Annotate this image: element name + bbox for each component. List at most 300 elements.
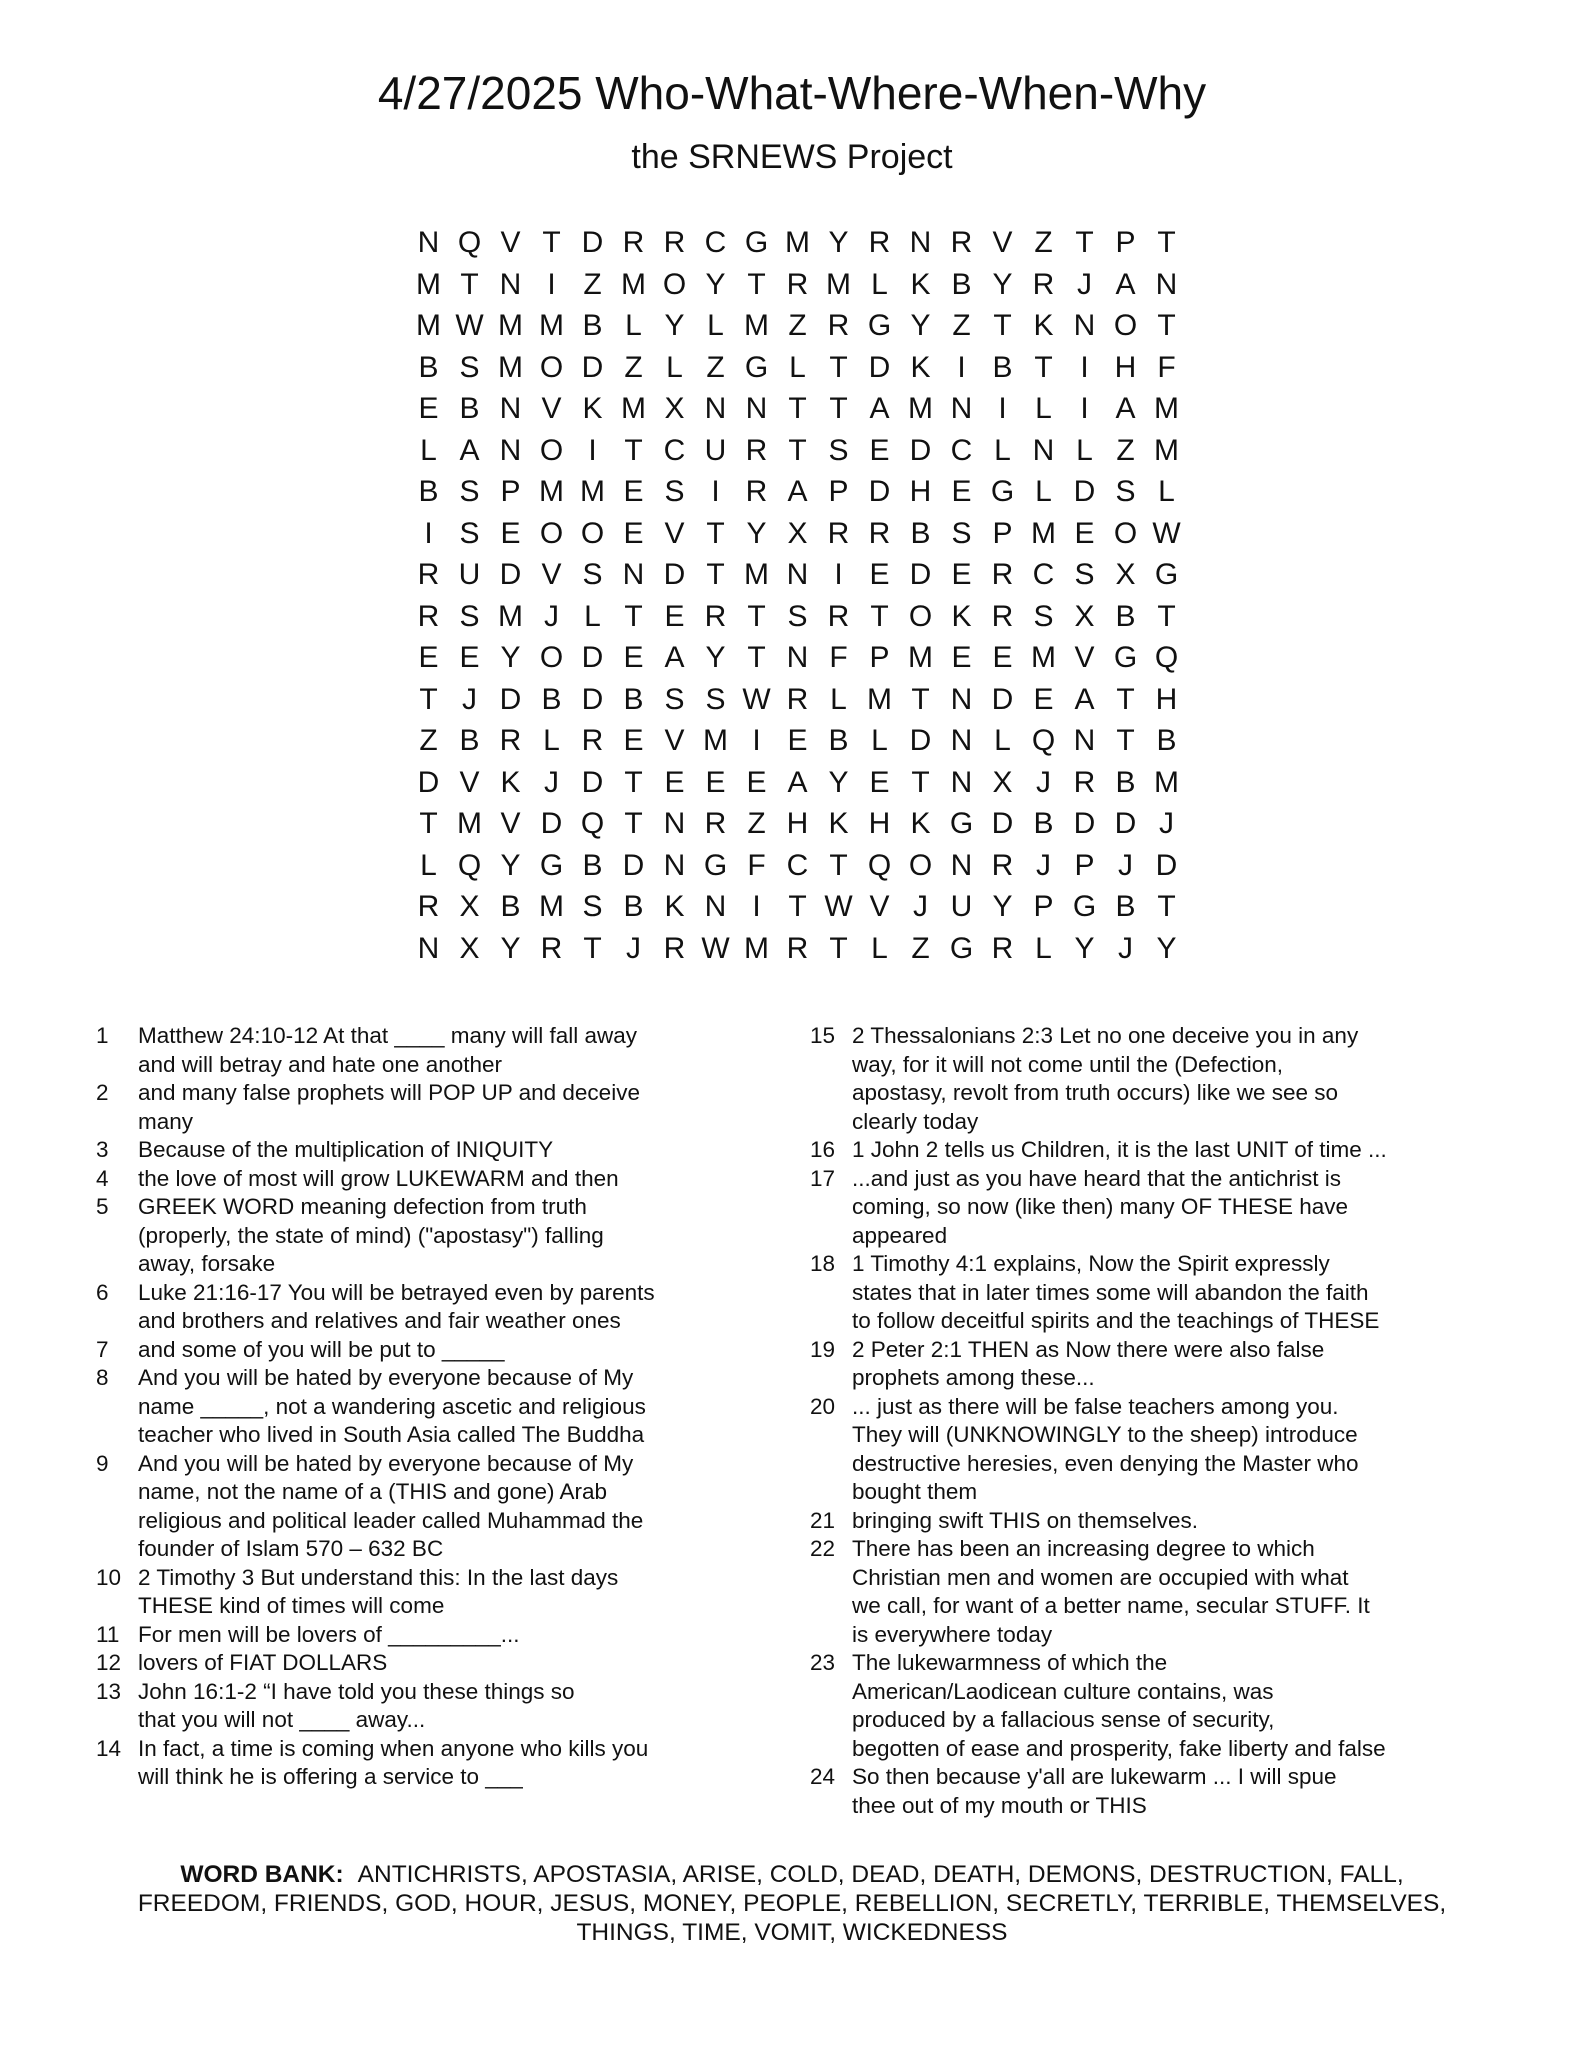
grid-row [408,554,1187,596]
clue-text [852,1507,1510,1536]
grid-letter: E [623,516,644,550]
grid-letter: M [703,724,728,757]
grid-letter: Y [1074,931,1095,965]
grid-letter: M [498,309,523,342]
grid-letter: M [1154,392,1179,425]
grid-letter: E [1033,682,1054,716]
grid-letter: J [1077,267,1092,301]
grid-letter: L [420,848,437,882]
clue-line: clearly today [852,1108,979,1134]
grid-letter: Z [911,931,930,965]
grid-letter: V [500,226,521,259]
grid-letter: T [419,807,438,840]
grid-letter: M [621,267,646,301]
grid-letter: E [623,475,644,508]
grid-letter: D [1073,475,1096,508]
grid-letter: E [705,765,726,799]
grid-letter: D [581,641,604,674]
clue-line: destructive heresies, even denying the Master who [852,1450,1359,1476]
grid-letter: U [704,433,727,467]
clue-line: and will betray and hate one another [138,1051,503,1077]
grid-letter: R [868,516,891,550]
grid-letter: H [909,475,932,508]
grid-letter: K [582,392,603,425]
grid-letter: Z [788,309,807,342]
clue-number: 18 [810,1251,836,1276]
clue-number: 22 [810,1536,836,1561]
grid-letter: B [910,516,931,550]
clue-item [810,1136,1510,1165]
grid-letter: R [745,433,768,467]
grid-letter: D [581,226,604,259]
clue-item [90,1336,730,1365]
grid-letter: E [1074,516,1095,550]
clue-item [90,1621,730,1650]
clue-line: And you will be hated by everyone because of My [138,1450,634,1476]
grid-letter: D [909,433,932,467]
clue-line: and brothers and relatives and fair weather ones [138,1308,621,1333]
grid-letter: G [539,848,564,882]
clue-line: In fact, a time is coming when anyone who kills you [138,1735,649,1761]
grid-letter: L [707,309,724,342]
grid-letter: S [459,350,480,384]
grid-letter: N [1032,433,1055,467]
grid-letter: L [1035,931,1052,965]
grid-letter: Y [746,516,767,550]
grid-letter: Y [828,765,849,799]
clue-number: 6 [96,1279,109,1305]
grid-letter: V [869,890,890,923]
grid-row [408,886,1187,928]
clue-number: 2 [96,1080,109,1105]
grid-letter: X [1074,599,1095,633]
grid-letter: S [459,475,480,508]
grid-row [408,596,1187,638]
grid-letter: E [746,765,767,799]
grid-letter: H [1114,350,1137,384]
grid-letter: L [871,724,888,757]
grid-letter: N [622,558,645,591]
grid-letter: R [827,309,850,342]
grid-letter: Z [583,267,602,301]
grid-letter: T [993,309,1012,342]
grid-letter: N [417,931,440,965]
grid-letter: L [871,931,888,965]
grid-letter: J [1036,765,1051,799]
clue-text [138,1336,730,1365]
grid-letter: M [539,475,564,508]
grid-letter: H [1155,682,1178,716]
grid-letter: N [950,765,973,799]
grid-letter: L [994,433,1011,467]
grid-letter: B [1115,890,1136,923]
clue-line: begotten of ease and prosperity, fake liberty and false [852,1735,1386,1761]
grid-letter: I [957,350,966,384]
clue-text [852,1022,1510,1136]
grid-letter: V [664,724,685,757]
grid-letter: T [747,267,766,301]
grid-letter: I [547,267,556,301]
grid-letter: T [542,226,561,259]
clue-text [138,1079,730,1136]
clue-list-right [810,1022,1510,1820]
grid-letter: R [1032,267,1055,301]
clue-text [138,1649,730,1678]
grid-letter: R [499,724,522,757]
clue-text [852,1535,1510,1649]
clue-line: There has been an increasing degree to which [852,1536,1315,1561]
grid-letter: T [706,516,725,550]
grid-letter: M [1031,641,1056,674]
clue-text [138,1022,730,1079]
clue-item [90,1364,730,1450]
grid-letter: P [1074,848,1095,882]
grid-letter: Y [500,641,521,674]
grid-letter: R [622,226,645,259]
grid-letter: T [1034,350,1053,384]
grid-letter: D [909,558,932,591]
grid-letter: L [543,724,560,757]
grid-letter: Y [828,226,849,259]
clue-item [90,1079,730,1136]
grid-letter: E [787,724,808,757]
clue-line: bringing swift THIS on themselves. [852,1507,1198,1533]
grid-letter: J [1036,848,1051,882]
grid-letter: E [992,641,1013,674]
grid-letter: G [1154,558,1179,591]
clue-text [852,1763,1510,1820]
clue-item [810,1250,1510,1336]
grid-letter: D [581,350,604,384]
grid-letter: J [626,931,641,965]
word-bank-line-2: FREEDOM, FRIENDS, GOD, HOUR, JESUS, MONEY, PEOPLE, REBELLION, SECRETLY, TERRIBLE, THEMSELVES, [137,1890,1447,1917]
grid-letter: D [622,848,645,882]
clue-item [90,1735,730,1792]
clue-number: 9 [96,1450,109,1476]
clue-line: thee out of my mouth or THIS [852,1792,1147,1818]
grid-letter: R [1073,765,1096,799]
grid-letter: R [581,724,604,757]
grid-letter: J [1118,848,1133,882]
grid-letter: S [705,682,726,716]
grid-letter: T [911,682,930,716]
grid-letter: T [419,682,438,716]
grid-letter: P [1033,890,1054,923]
clue-line: to follow deceitful spirits and the teachings of THESE [852,1308,1380,1333]
grid-letter: A [787,475,808,508]
grid-letter: S [664,475,685,508]
clue-line: 2 Peter 2:1 THEN as Now there were also false [852,1336,1325,1362]
clue-item [810,1763,1510,1820]
grid-letter: M [744,931,769,965]
grid-letter: E [500,516,521,550]
clue-line: Luke 21:16-17 You will be betrayed even by parents [138,1279,655,1305]
grid-letter: W [1152,516,1181,550]
grid-letter: B [951,267,972,301]
grid-letter: B [1115,765,1136,799]
clue-item [810,1393,1510,1507]
grid-letter: M [908,392,933,425]
clue-line: produced by a fallacious sense of security, [852,1707,1275,1732]
grid-letter: Y [500,848,521,882]
clue-item [810,1507,1510,1536]
grid-letter: K [664,890,685,923]
grid-letter: N [499,267,522,301]
grid-row [408,928,1187,970]
grid-letter: E [869,558,890,591]
grid-letter: B [582,848,603,882]
grid-letter: M [826,267,851,301]
grid-letter: X [1115,558,1136,591]
clue-line: Christian men and women are occupied with what [852,1564,1349,1590]
clue-text [138,1450,730,1564]
grid-letter: M [621,392,646,425]
grid-letter: N [909,226,932,259]
grid-letter: I [752,724,761,757]
grid-letter: L [1158,475,1175,508]
grid-letter: R [991,599,1014,633]
clue-text [852,1649,1510,1763]
grid-letter: E [869,433,890,467]
grid-letter: R [827,516,850,550]
clue-line: and some of you will be put to _____ [138,1336,505,1362]
grid-letter: D [581,765,604,799]
grid-letter: T [624,807,643,840]
clue-text [138,1735,730,1792]
grid-letter: S [1115,475,1136,508]
grid-letter: M [457,807,482,840]
clue-line: lovers of FIAT DOLLARS [138,1650,388,1675]
grid-letter: O [539,350,564,384]
grid-letter: Y [705,267,726,301]
clue-text [852,1250,1510,1336]
grid-letter: Q [457,848,482,882]
grid-letter: Z [706,350,725,384]
grid-letter: X [992,765,1013,799]
grid-letter: B [1115,599,1136,633]
grid-letter: H [786,807,809,840]
grid-letter: J [913,890,928,923]
grid-letter: C [704,226,727,259]
grid-letter: A [869,392,890,425]
grid-letter: E [951,558,972,591]
grid-letter: I [424,516,433,550]
grid-letter: C [663,433,686,467]
grid-letter: J [544,599,559,633]
grid-letter: X [459,890,480,923]
grid-letter: M [785,226,810,259]
grid-letter: J [1118,931,1133,965]
grid-letter: M [498,599,523,633]
grid-letter: T [1157,309,1176,342]
grid-letter: N [499,392,522,425]
grid-letter: R [868,226,891,259]
clue-text [138,1279,730,1336]
grid-letter: R [827,599,850,633]
grid-letter: L [584,599,601,633]
grid-row [408,720,1187,762]
grid-letter: X [787,516,808,550]
grid-letter: N [1073,309,1096,342]
grid-letter: T [829,848,848,882]
grid-letter: C [786,848,809,882]
grid-letter: R [745,475,768,508]
clue-number: 15 [810,1023,836,1048]
grid-letter: V [992,226,1013,259]
grid-letter: A [787,765,808,799]
grid-letter: A [664,641,685,674]
grid-letter: Z [1116,433,1135,467]
grid-letter: M [1154,433,1179,467]
clue-text [852,1336,1510,1393]
grid-letter: M [580,475,605,508]
grid-letter: L [830,682,847,716]
grid-letter: B [418,350,439,384]
grid-letter: S [787,599,808,633]
clue-number: 13 [96,1678,122,1704]
clue-item [90,1136,730,1165]
grid-letter: D [868,475,891,508]
clue-text [138,1136,730,1165]
grid-letter: L [789,350,806,384]
clue-item [810,1535,1510,1649]
clue-line: The lukewarmness of which the [852,1650,1168,1675]
grid-letter: D [1155,848,1178,882]
grid-letter: G [949,931,974,965]
grid-letter: N [950,848,973,882]
grid-letter: P [828,475,849,508]
grid-row [408,762,1187,804]
grid-row [408,388,1187,430]
word-bank [60,1860,1524,1947]
grid-row [408,222,1187,264]
grid-letter: E [623,724,644,757]
grid-letter: L [1035,392,1052,425]
grid-letter: V [500,807,521,840]
grid-letter: P [992,516,1013,550]
grid-letter: P [869,641,890,674]
grid-letter: O [662,267,687,301]
grid-letter: I [588,433,597,467]
grid-letter: E [664,765,685,799]
grid-row [408,845,1187,887]
grid-letter: D [581,682,604,716]
grid-letter: U [458,558,481,591]
clue-line: is everywhere today [852,1621,1053,1647]
clue-line: They will (UNKNOWINGLY to the sheep) introduce [852,1422,1358,1447]
grid-letter: S [828,433,849,467]
grid-letter: S [951,516,972,550]
clue-line: bought them [852,1479,978,1504]
grid-letter: T [788,392,807,425]
grid-letter: O [580,516,605,550]
clue-number: 19 [810,1336,836,1362]
grid-letter: W [824,890,853,923]
clue-line: (properly, the state of mind) ("apostasy") falling [138,1222,604,1248]
grid-letter: R [991,848,1014,882]
grid-letter: L [420,433,437,467]
grid-letter: P [500,475,521,508]
grid-letter: A [459,433,480,467]
grid-letter: E [951,641,972,674]
grid-letter: D [499,558,522,591]
clue-line: the love of most will grow LUKEWARM and then [138,1165,619,1191]
clue-line: name _____, not a wandering ascetic and religious [138,1393,646,1419]
grid-letter: R [417,599,440,633]
grid-letter: K [951,599,972,633]
grid-letter: T [747,599,766,633]
grid-row [408,347,1187,389]
clue-number: 10 [96,1564,122,1590]
clue-item [90,1450,730,1564]
grid-letter: T [870,599,889,633]
grid-letter: I [1080,392,1089,425]
grid-letter: M [1031,516,1056,550]
grid-row [408,430,1187,472]
grid-letter: G [867,309,892,342]
clue-item [810,1022,1510,1136]
grid-letter: T [1157,890,1176,923]
grid-letter: X [664,392,685,425]
grid-row [408,637,1187,679]
grid-letter: L [625,309,642,342]
grid-letter: N [786,558,809,591]
clue-line: teacher who lived in South Asia called The Buddha [138,1422,645,1447]
grid-letter: D [991,807,1014,840]
clue-number: 12 [96,1650,122,1675]
clue-text [852,1136,1510,1165]
word-search-grid [408,222,1187,969]
clue-number: 8 [96,1365,109,1390]
clue-item [90,1193,730,1279]
grid-letter: B [1033,807,1054,840]
clue-line: GREEK WORD meaning defection from truth [138,1194,587,1219]
grid-letter: N [417,226,440,259]
grid-letter: O [539,516,564,550]
grid-letter: C [1032,558,1055,591]
clue-line: way, for it will not come until the (Defection, [852,1051,1284,1077]
grid-letter: O [908,599,933,633]
grid-row [408,513,1187,555]
grid-letter: A [1115,267,1136,301]
grid-letter: G [703,848,728,882]
grid-letter: Y [992,890,1013,923]
grid-letter: V [1074,641,1095,674]
grid-letter: E [459,641,480,674]
grid-letter: D [1114,807,1137,840]
grid-letter: N [499,433,522,467]
grid-letter: J [1159,807,1174,840]
grid-letter: Z [419,724,438,757]
grid-letter: Y [1156,931,1177,965]
grid-letter: S [1033,599,1054,633]
grid-letter: D [991,682,1014,716]
grid-letter: N [704,890,727,923]
clue-item [90,1564,730,1621]
grid-letter: J [544,765,559,799]
clue-line: John 16:1-2 “I have told you these things so [138,1678,575,1704]
grid-letter: K [500,765,521,799]
grid-letter: G [990,475,1015,508]
clue-item [90,1165,730,1194]
grid-letter: D [417,765,440,799]
clue-line: name, not the name of a (THIS and gone) Arab [138,1479,608,1504]
grid-letter: D [540,807,563,840]
grid-letter: G [949,807,974,840]
clue-item [90,1279,730,1336]
clue-line: founder of Islam 570 – 632 BC [138,1536,444,1561]
grid-letter: Q [867,848,892,882]
